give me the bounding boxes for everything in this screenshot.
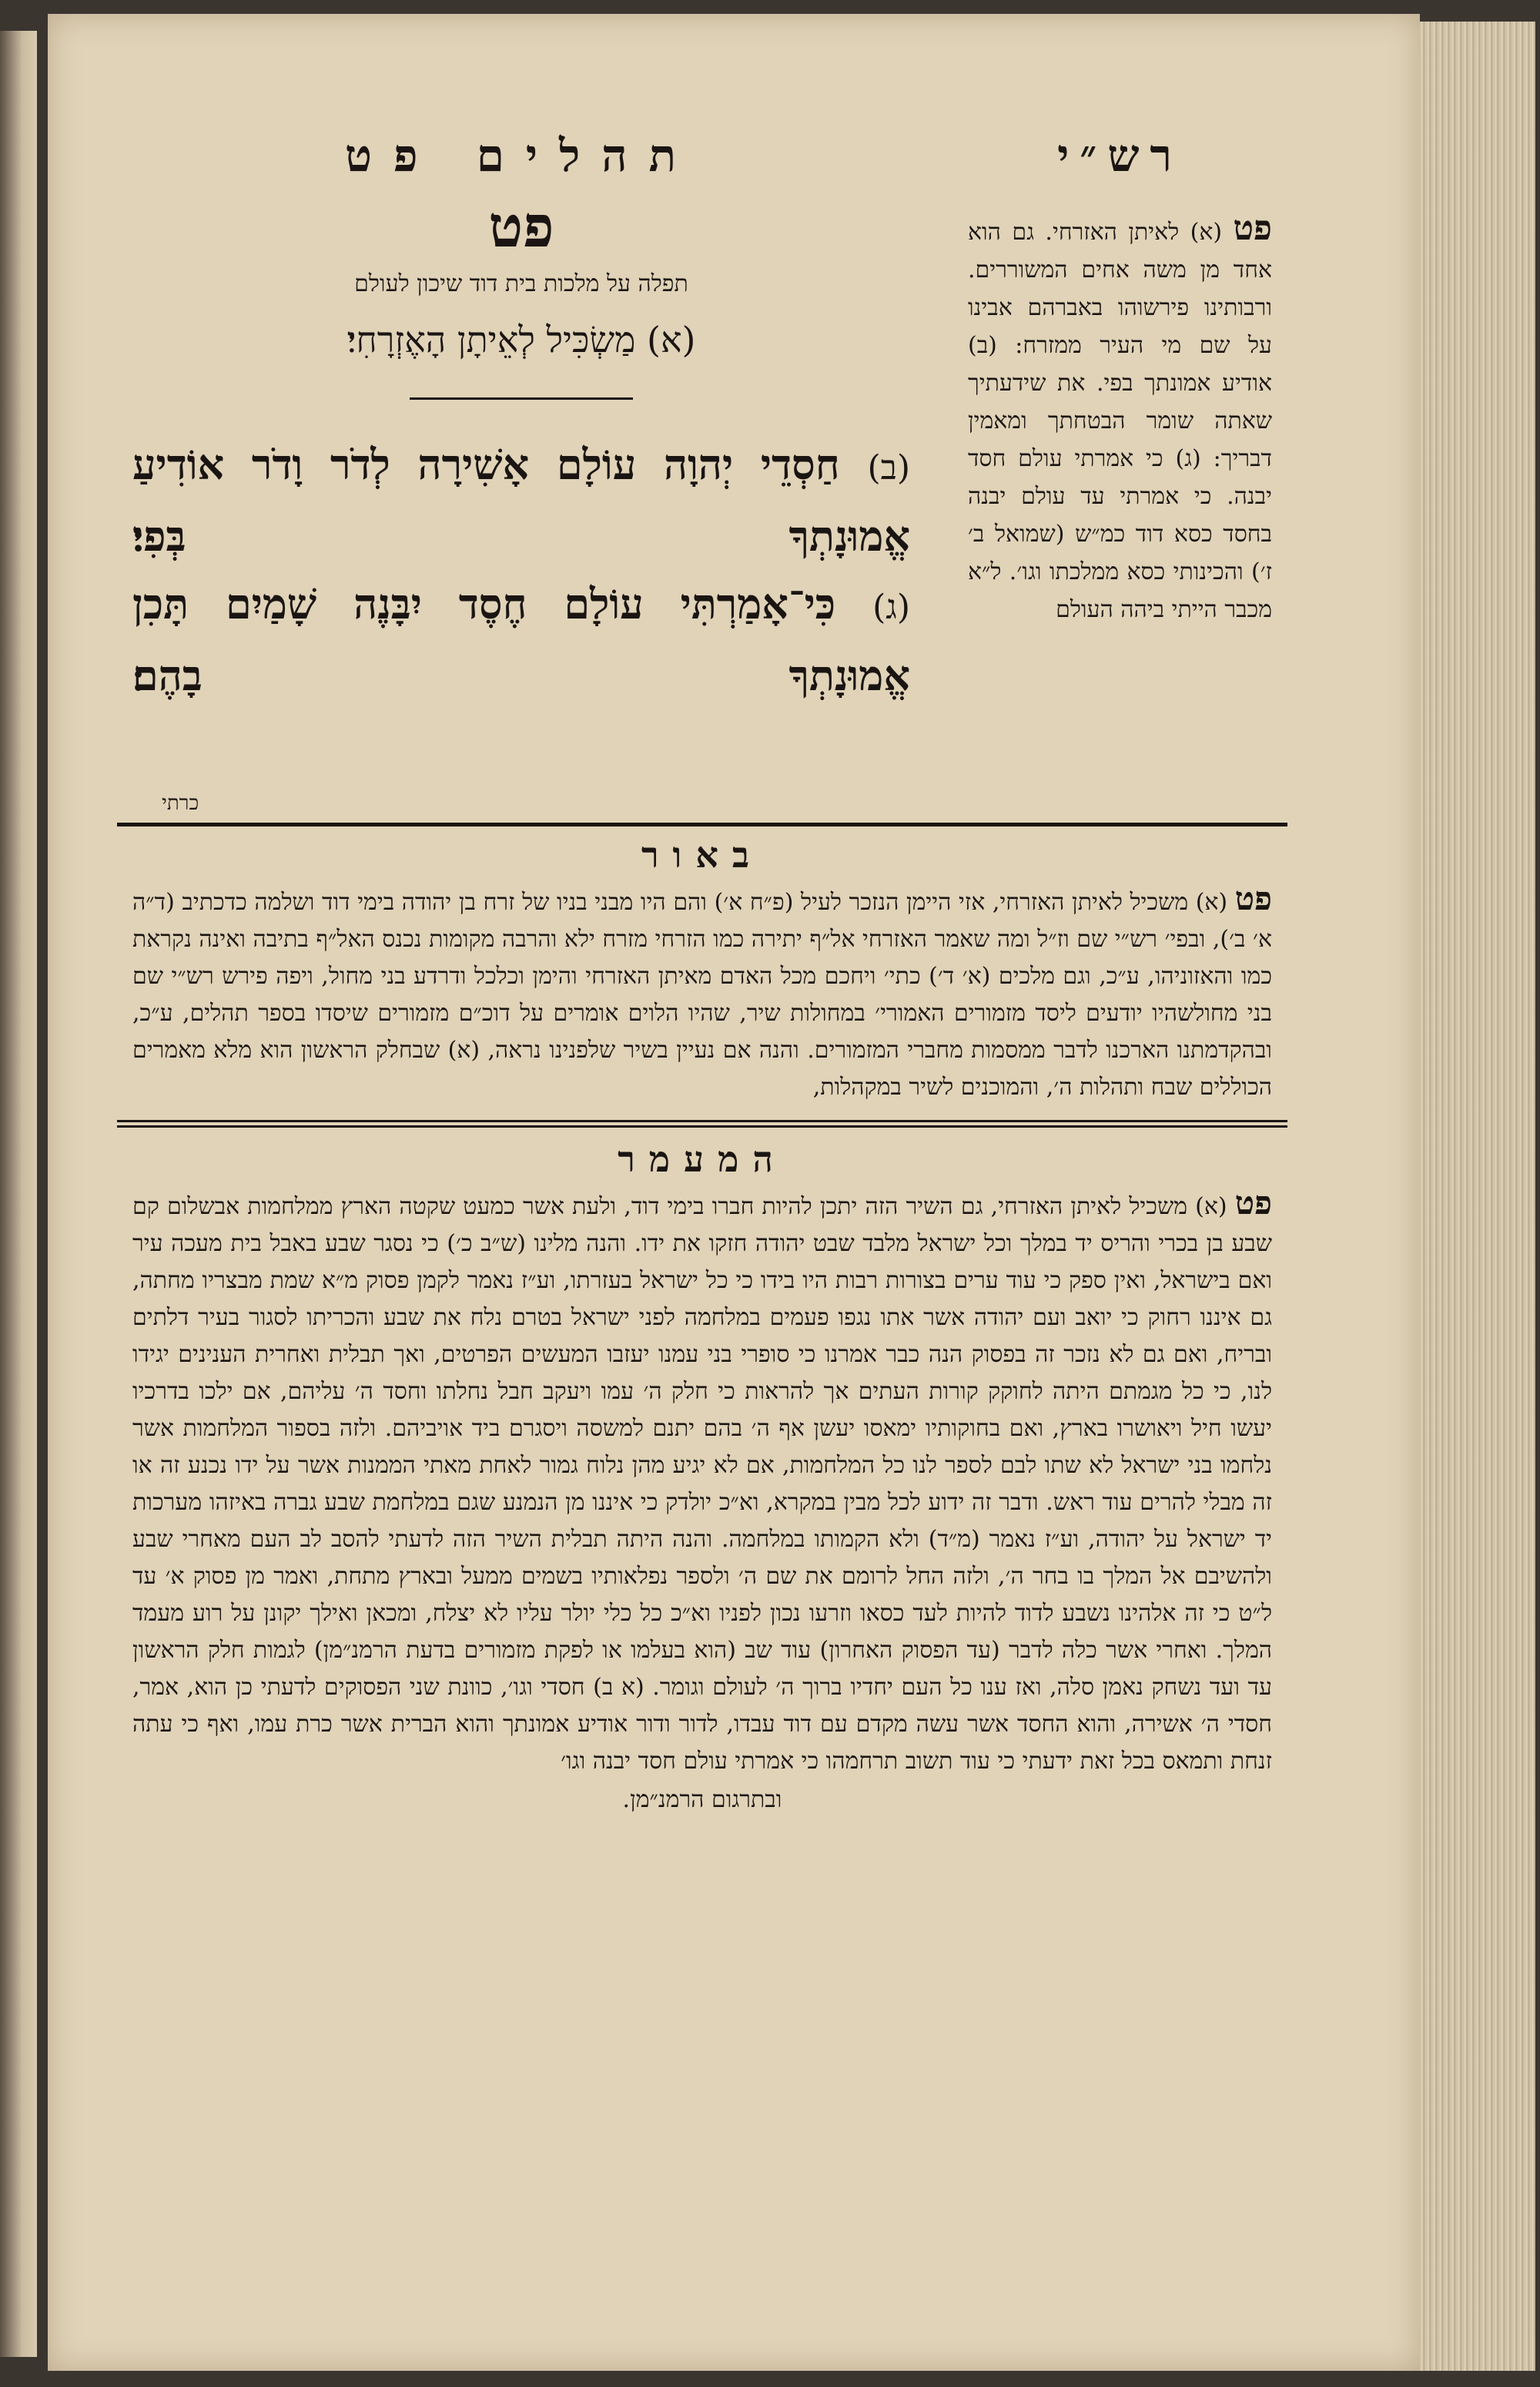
- rashi-commentary: [968, 210, 1272, 629]
- running-head-title: תהלים פט: [344, 129, 698, 182]
- verse-text: כִּי־אָמַרְתִּי עוֹלָם חֶסֶד יִבָּנֶה שָׁמַיִם תָּכִן אֱמוּנָתְךָ בָהֶם׃: [132, 579, 910, 700]
- biur-lead: פט: [1234, 880, 1272, 917]
- verse-text: חַסְדֵי יְהוָה עוֹלָם אָשִׁירָה לְדֹר וָדֹר אוֹדִיעַ אֱמוּנָתְךָ בְּפִי׃: [132, 440, 910, 561]
- psalm-superscription: [132, 319, 910, 360]
- superscription-text: מַשְׂכִּיל לְאֵיתָן הָאֶזְרָחִי׃: [346, 319, 636, 360]
- psalm-heading-note: תפלה על מלכות בית דוד שיכון לעולם: [354, 270, 688, 297]
- top-area: [132, 129, 1272, 823]
- meamar-commentary: [132, 1185, 1272, 1780]
- meamar-lead: פט: [1234, 1184, 1272, 1222]
- catchword: כרתי: [162, 792, 199, 815]
- page-content: [132, 129, 1272, 1813]
- verse-number: (ב): [867, 448, 910, 488]
- double-divider: [117, 1120, 1287, 1128]
- section-divider: [117, 823, 1287, 826]
- rashi-column: [968, 129, 1272, 629]
- rashi-lead: פט: [1233, 209, 1272, 248]
- page-edges: [1420, 22, 1535, 2371]
- verse-number: (ג): [872, 588, 910, 627]
- meamar-title: המעמר: [618, 1138, 787, 1180]
- biur-commentary: [132, 880, 1272, 1106]
- biur-title: באור: [641, 834, 764, 876]
- meamar-text: (א) משכיל לאיתן האזרחי, גם השיר הזה יתכן להיות חברו בימי דוד, ולעת אשר כמעט שקטה הארץ ממלחמות אבשלום קם שבע בן בכרי והריס יד במלך וכל ישראל מלבד שבט יהודה חזקו את ידו. והנה מלינו (ש״ב כ׳) כי נסגר שבע באבל בית מעכה עיר ואם בישראל, ואין ספק כי עוד ערים בצורות רבות היו בידו כי כל ישראל בעזרתו, וע״ז נאמר לקמן פסוק מ״א שמת מבצריו מחתה, גם איננו רחוק כי יואב ועם יהודה אשר אתו נגפו פעמים במלחמה לפני ישראל בטרם נלח את שבע והכריתו לסגור בעיר דלתים ובריח, ואם גם לא נזכר זה בפסוק הנה כבר אמרנו כי סופרי בני עמנו יעזבו המעשים הפרטים, ואך תבלית ואחרית הענינים יגידו לנו, כי כל מגמתם היתה לחוקק קורות העתים אך להראות כי חלק ה׳ עמו ויעקב חבל נחלתו וחסד ה׳ עליהם, אם ילכו בדרכיו יעשו חיל ויאושרו בארץ, ואם בחוקותיו ימאסו יעשן אף ה׳ בהם יתנם למשסה ויסגרם ביד אויביהם. ולזה בספור המלחמות אשר נלחמו בני ישראל לא שתו לבם לספר לנו כל המלחמות, אם לא יגיע מהן נלוח גמור לאחת מאתי הממנות אשר על ידו נכנע זה או זה מבלי להרים עוד ראש. ודבר זה ידוע לכל מבין במקרא, וא״כ יולדק כי איננו מן הנמנע שגם במלחמת שבע גברה באיזהו מערכות יד ישראל על יהודה, וע״ז נאמר (מ״ד) ולא הקמותו במלחמה. והנה היתה תבלית השיר הזה לדעתי להסב לב העם מאחרי שבע ולהשיבם אל המלך בו בחר ה׳, ולזה החל לרומם את שם ה׳ ולספר נפלאותיו בשמים ממעל ובארץ מתחת, ואמר מן פסוק א׳ עד ל״ט כי זה אלהינו נשבע לדוד להיות לעד כסאו וזרעו נכון לפניו וא״כ כל כלי יולר עליו לא יצלח, ומכאן ואילך יקונן על רוע מעמד המלך. ואחרי אשר כלה לדבר (עד הפסוק האחרון) עוד שב (הוא בעלמו או לפקת מזמורים בדעת הרמנ״מן) לגמות חלק הראשון עד ועד נשחק נאמן סלה, ואז ענו כל העם יחדיו ברוך ה׳ לעולם וגומר. (א ב) חסדי וגו׳, כוונת שני הפסוקים לדעתי כן הוא, אמר, חסדי ה׳ אשירה, והוא החסד אשר עשה מקדם עם דוד עבדו, לדור ודור אודיע אמונתך והוא הברית אשר כרת עמו, ואף כי עתה זנחת ותמאס בכל זאת ידעתי כי עוד תשוב תרחמהו כי אמרתי עולם חסד יבנה וגו׳: [132, 1193, 1273, 1775]
- verse: [132, 570, 910, 709]
- rashi-text: (א) לאיתן האזרחי. גם הוא אחד מן משה אחים המשוררים. ורבותינו פירשוהו באברהם אבינו על שם מי העיר ממזרח: (ב) אודיע אמונתך בפי. את שידעתיך שאתה שומר הבטחתך ומאמין דבריך: (ג) כי אמרתי עולם חסד יבנה. כי אמרתי עד עולם יבנה בחסד כסא דוד כמ״ש (שמואל ב׳ ז׳) והכינותי כסא ממלכתו וגו׳. ל״א מכבר הייתי ביהה העולם: [968, 219, 1272, 623]
- verse: [132, 431, 910, 570]
- biur-text: (א) משכיל לאיתן האזרחי, אזי היימן הנזכר לעיל (פ״ח א׳) והם היו מבני בניו של זרח בן יהודה בימי דוד ושלמה כדכתיב (ד״ה א׳ ב׳), ובפי׳ רש״י שם וז״ל ומה שאמר האזרחי אל״ף יתירה כמו הזרחי מזרח ילא והרבה מקומות נכנס האל״ף בתיבה ואינה נקראת כמו והאזוניהו, ע״כ, וגם מלכים (א׳ ד׳) כתי׳ ויחכם מכל האדם מאיתן האזרחי והימן וכלכל ודרדע בני מחול, ויפה פירש רש״י שם בני מחולשהיו יודעים ליסד מזמורים האמורי׳ במחולות שיר, שהיו הלוים אומרים על דוכ״ם מזמורים שיסדו בספר תהלים, ע״כ, ובהקדמתנו הארכנו לדבר ממסמות מחברי המזמורים. והנה אם נעיין בשיר שלפנינו נראה, (א) שבחלק הראשון הוא מלא מאמרים הכוללים שבח ותהלות ה׳, והמוכנים לשיר במקהלות,: [132, 889, 1272, 1101]
- left-page-edge: [0, 31, 37, 2357]
- short-divider: [410, 397, 633, 400]
- psalm-column: [132, 129, 910, 709]
- psalm-number: פט: [488, 194, 554, 260]
- final-line: ובתרגום הרמנ״מן.: [622, 1786, 782, 1813]
- running-head-rashi: רש״י: [1057, 129, 1183, 182]
- superscription-number: (א): [647, 319, 696, 360]
- book-page: [48, 14, 1420, 2371]
